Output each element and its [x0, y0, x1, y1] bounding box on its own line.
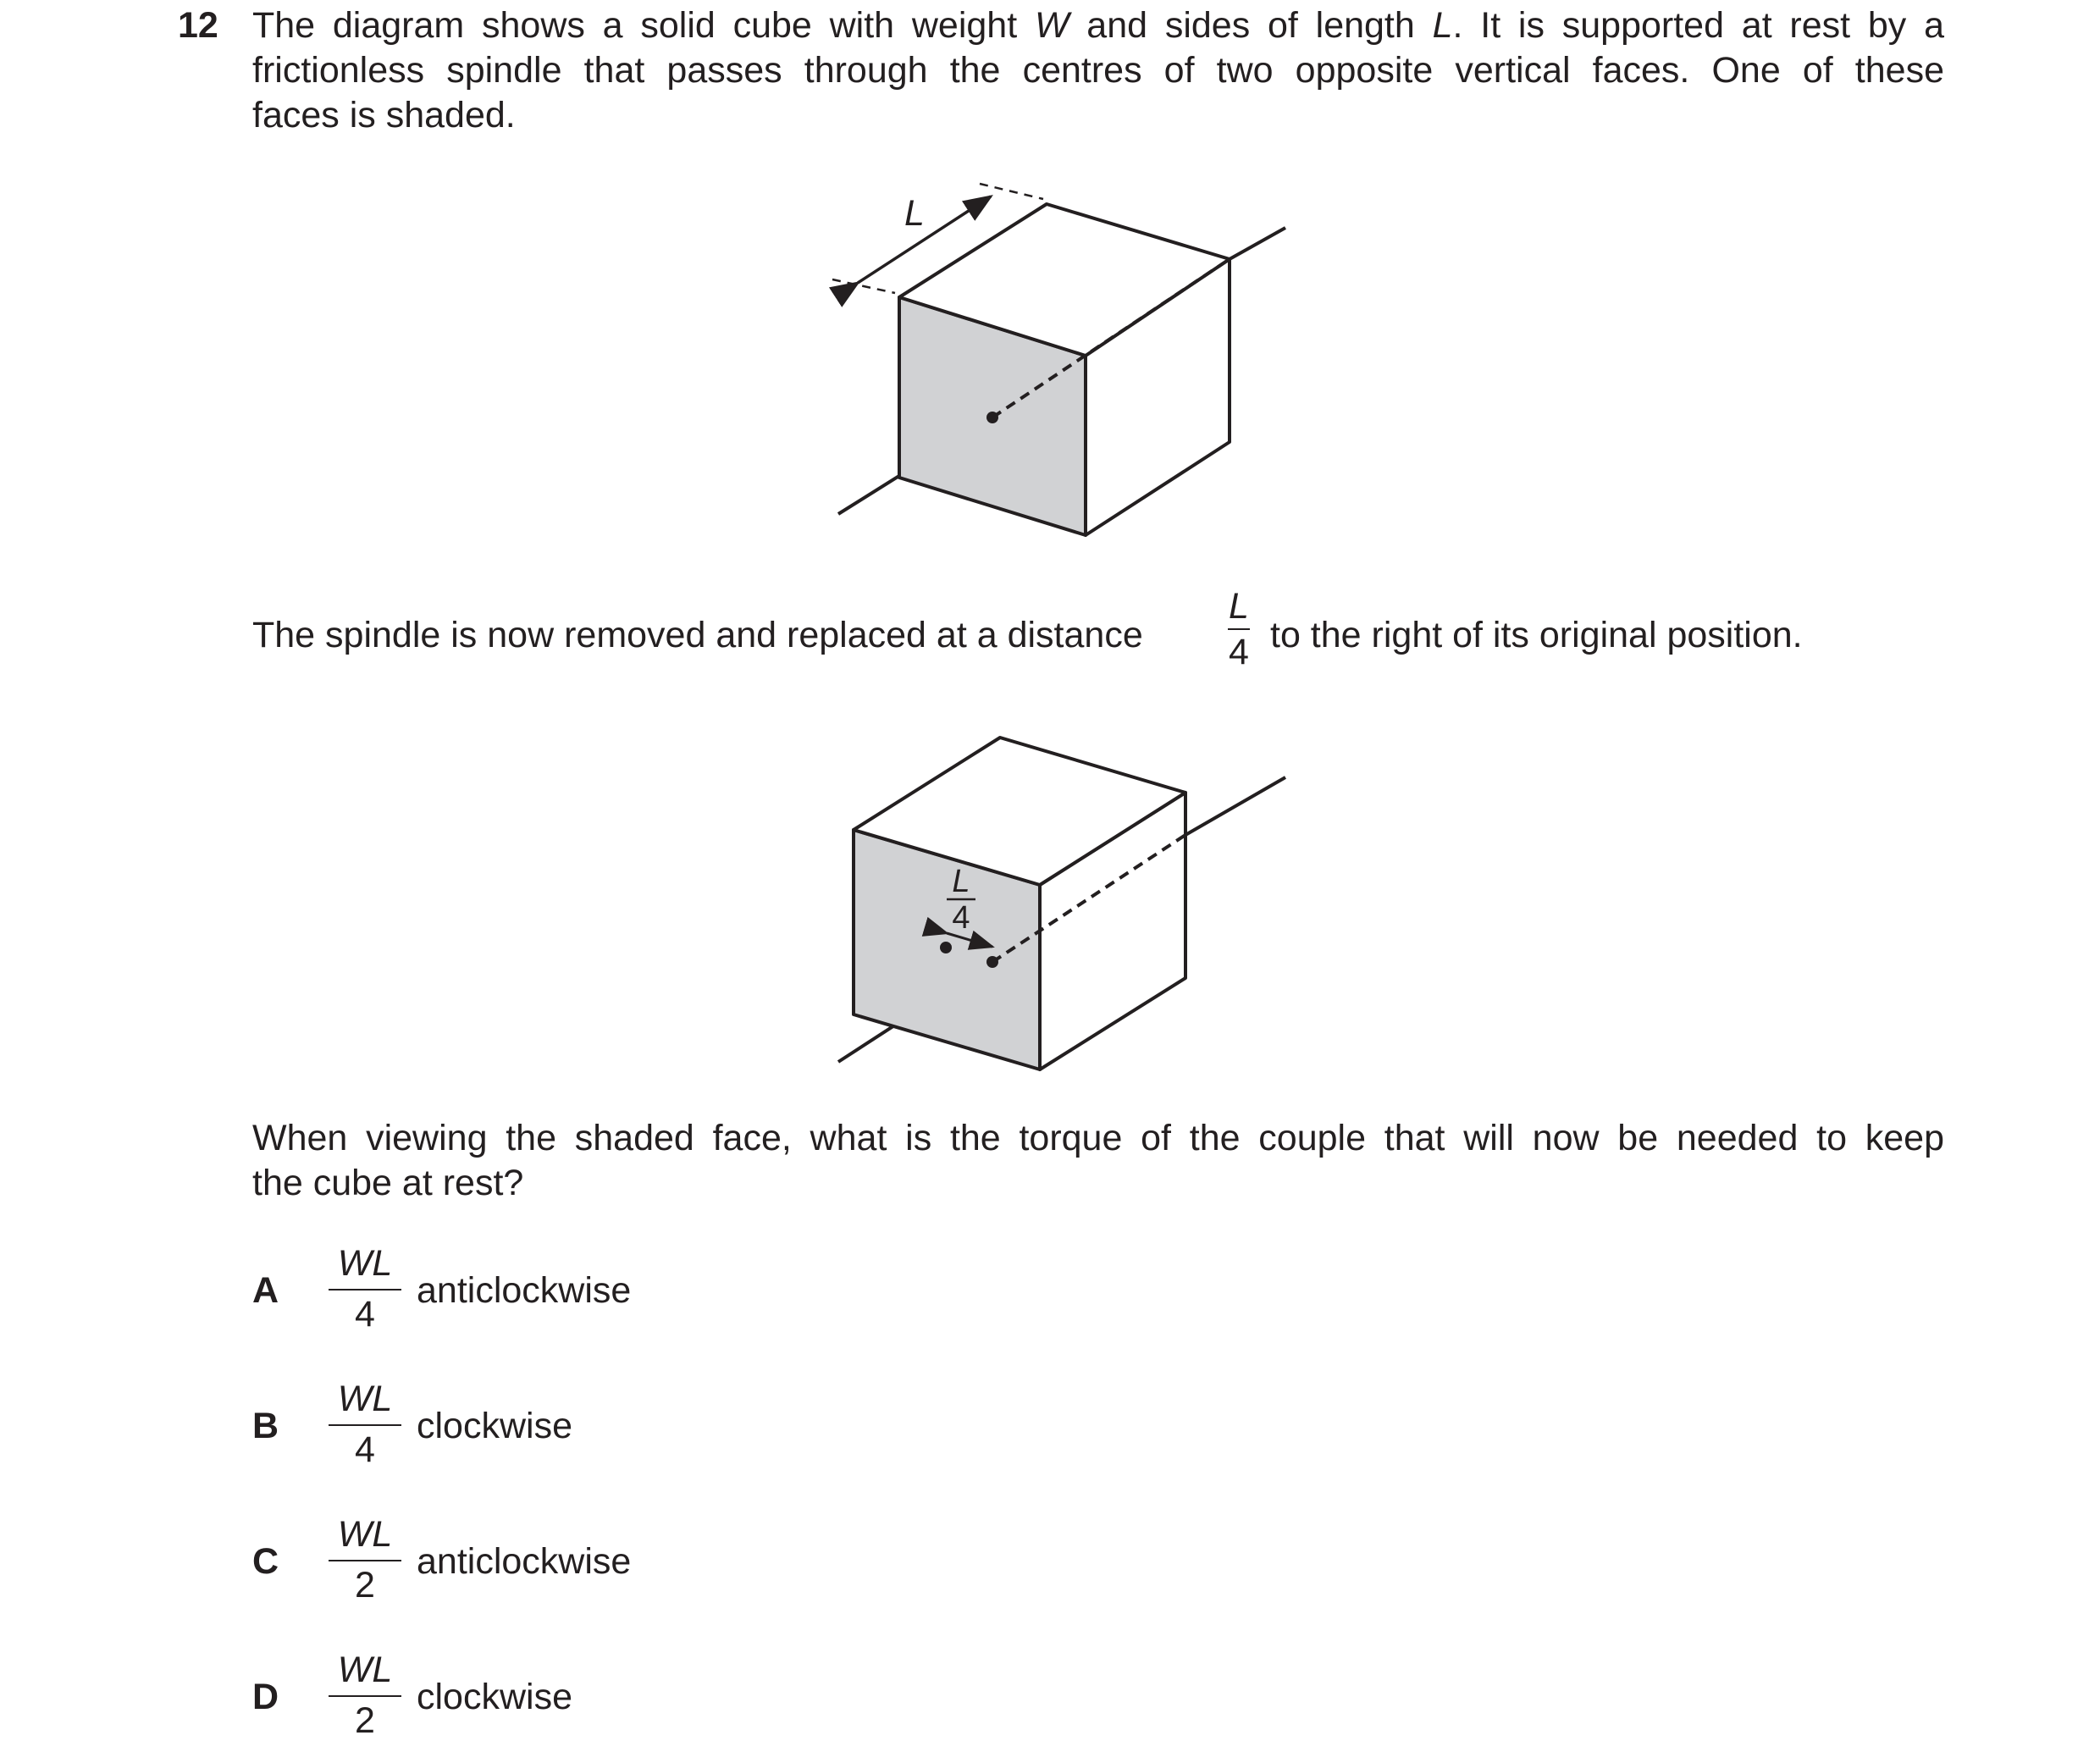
length-label: L: [904, 193, 925, 234]
cube-diagram-1: [832, 184, 1285, 535]
option-a-letter: A: [252, 1270, 279, 1311]
prompt-line-2: the cube at rest?: [252, 1163, 524, 1203]
middle-text-before: The spindle is now removed and replaced at a distance: [252, 615, 1143, 655]
option-d-letter: D: [252, 1677, 279, 1717]
spindle-back-1: [1230, 228, 1285, 259]
option-c-fraction: WL 2: [329, 1516, 401, 1604]
option-c-direction: anticlockwise: [417, 1541, 632, 1582]
option-b-fraction: WL 4: [329, 1380, 401, 1468]
middle-fraction: [1221, 588, 1257, 671]
middle-text-after: to the right of its original position.: [1270, 615, 1803, 655]
option-a-fraction: WL 4: [329, 1245, 401, 1333]
question-prompt: [252, 1116, 1944, 1206]
prompt-line-1: When viewing the shaded face, what is the torque of the couple that will now be needed to keep: [252, 1118, 1944, 1158]
spindle-centre-dot-1: [986, 412, 998, 423]
option-b-direction: clockwise: [417, 1406, 572, 1446]
middle-frac-den: 4: [1229, 632, 1249, 672]
option-b-letter: B: [252, 1406, 279, 1446]
cube-diagram-2: [838, 738, 1285, 1069]
cube-centre-dot: [940, 942, 952, 953]
length-tick-left: [832, 279, 895, 293]
question-number: 12: [178, 5, 218, 46]
option-d-fraction: WL 2: [329, 1651, 401, 1739]
spindle-new-dot: [986, 956, 998, 968]
spindle-back-2: [1185, 777, 1285, 835]
option-d-direction: clockwise: [417, 1677, 572, 1717]
weight-symbol: W: [1034, 5, 1069, 46]
middle-frac-num: L: [1229, 586, 1249, 627]
offset-frac-num: L: [952, 864, 970, 899]
option-c-letter: C: [252, 1541, 279, 1582]
middle-frac-bar: [1228, 628, 1250, 630]
offset-frac-den: 4: [952, 900, 970, 936]
intro-line-1: The diagram shows a solid cube with weight W and sides of length L. It is supported at rest by a: [252, 5, 1944, 46]
intro-line-2: frictionless spindle that passes through the centres of two opposite vertical faces. One of these: [252, 50, 1944, 91]
length-symbol: L: [1432, 5, 1453, 46]
option-a-direction: anticlockwise: [417, 1270, 632, 1311]
intro-line-3: faces is shaded.: [252, 95, 516, 135]
